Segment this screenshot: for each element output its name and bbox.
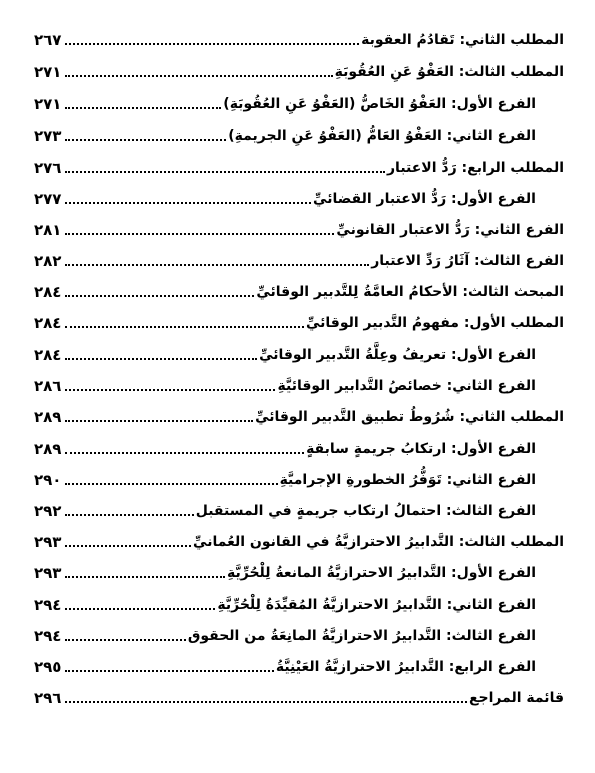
dot-leader: [65, 389, 275, 391]
toc-entry-title: المطلب الرابع: رَدُّ الاعتبار: [387, 160, 564, 176]
toc-entry: [34, 433, 536, 459]
toc-entry-title: الفرع الثاني: خصائصُ التَّدابير الوقائيَّةِ: [277, 378, 536, 394]
dot-leader: [65, 107, 221, 109]
toc-entry-title: الفرع الأول: تعريفُ وعِلَّةُ التَّدبير الوقائيِّ: [259, 347, 536, 363]
toc-entry-title: الفرع الثالث: آثَارُ رَدِّ الاعتبار: [371, 253, 564, 269]
toc-entry: [34, 24, 564, 50]
toc-entry-page: ٢٩٠: [34, 471, 62, 489]
toc-entry-title: المبحث الثالث: الأحكامُ العامَّةُ لِلتَّدبير الوقائيِّ: [256, 284, 564, 300]
toc-entry-page: ٢٧١: [34, 95, 62, 113]
toc-entry: [34, 276, 564, 302]
toc-entry-page: ٢٧٧: [34, 190, 62, 208]
dot-leader: [65, 701, 466, 703]
toc-entry-title: المطلب الأول: مفهومُ التَّدبير الوقائيِّ: [305, 315, 564, 331]
toc-entry: [34, 88, 536, 114]
toc-entry: [34, 245, 564, 271]
toc-entry-title: المطلب الثاني: شُرُوطُ تطبيق التَّدبير الوقائيِّ: [255, 409, 564, 425]
toc-entry-page: ٢٨٦: [34, 377, 62, 395]
toc-entry-page: ٢٧٦: [34, 159, 62, 177]
toc-entry-title: الفرع الثاني: تَوَفُّرُ الخطورةِ الإجراميَّةِ: [279, 472, 536, 488]
toc-entry: [34, 183, 536, 209]
toc-entry-page: ٢٦٧: [34, 31, 62, 49]
dot-leader: [65, 670, 273, 672]
toc-entry-title: قائمة المراجع: [468, 690, 564, 706]
toc-entry-title: الفرع الثالث: التَّدابيرُ الاحترازيَّةُ المانِعَةُ من الحقوق: [187, 628, 536, 644]
toc-entry-title: المطلب الثاني: تَقادُمُ العقوبة: [361, 32, 564, 48]
toc-entry-title: الفرع الأول: العَفْوُ الخَاصُّ (العَفْوُ عَنِ العُقُوبَةِ): [223, 96, 536, 112]
toc-entry: [34, 370, 536, 396]
toc-entry-page: ٢٧٣: [34, 127, 62, 145]
toc-entry: [34, 56, 564, 82]
dot-leader: [65, 452, 304, 454]
toc-entry: [34, 152, 564, 178]
toc-entry-page: ٢٩٦: [34, 689, 62, 707]
dot-leader: [65, 139, 226, 141]
toc-entry-title: الفرع الثاني: رَدُّ الاعتبار القانونيِّ: [336, 222, 564, 238]
dot-leader: [65, 608, 215, 610]
toc-entry: [34, 307, 564, 333]
toc-entry-page: ٢٩٢: [34, 502, 62, 520]
toc-entry-title: الفرع الرابع: التَّدابيرُ الاحترازيَّةُ العَيْنِيَّةُ: [275, 659, 536, 675]
toc-entry-title: الفرع الأول: ارتكابُ جريمةٍ سابقةٍ: [306, 441, 536, 457]
dot-leader: [65, 43, 359, 45]
dot-leader: [65, 514, 193, 516]
dot-leader: [65, 639, 185, 641]
toc-entry-title: الفرع الثاني: العَفْوُ العَامُّ (العَفْوُ عَنِ الجريمةِ): [228, 128, 536, 144]
toc-entry-page: ٢٨٢: [34, 252, 62, 270]
toc-entry-page: ٢٨٩: [34, 408, 62, 426]
toc-entry-page: ٢٨١: [34, 221, 62, 239]
dot-leader: [65, 264, 369, 266]
dot-leader: [65, 295, 254, 297]
dot-leader: [65, 576, 225, 578]
toc-entry: [34, 214, 564, 240]
toc-entry-page: ٢٩٤: [34, 627, 62, 645]
toc-entry-title: الفرع الثاني: التَّدابيرُ الاحترازيَّةُ المُقيِّدَةُ لِلْحُرِّيَّةِ: [217, 597, 536, 613]
toc-entry: [34, 401, 564, 427]
toc-entry-page: ٢٩٤: [34, 596, 62, 614]
toc-entry-page: ٢٨٩: [34, 440, 62, 458]
toc-entry-page: ٢٩٣: [34, 533, 62, 551]
dot-leader: [65, 420, 253, 422]
dot-leader: [65, 233, 334, 235]
toc-entry-page: ٢٩٣: [34, 564, 62, 582]
dot-leader: [65, 171, 385, 173]
toc-entry: [34, 526, 564, 552]
toc-entry-page: ٢٧١: [34, 63, 62, 81]
dot-leader: [65, 202, 311, 204]
toc-entry: [34, 339, 536, 365]
dot-leader: [65, 326, 304, 328]
toc-entry: [34, 589, 536, 615]
toc-entry: [34, 682, 564, 708]
dot-leader: [65, 483, 277, 485]
toc-entry: [34, 557, 536, 583]
toc-entry-title: المطلب الثالث: العَفْوُ عَنِ العُقُوبَةِ: [334, 64, 564, 80]
toc-entry-page: ٢٩٥: [34, 658, 62, 676]
toc-entry: [34, 120, 536, 146]
toc-entry: [34, 464, 536, 490]
toc-entry: [34, 495, 536, 521]
dot-leader: [65, 75, 332, 77]
toc-entry-title: الفرع الأول: رَدُّ الاعتبار القضائيِّ: [313, 191, 536, 207]
toc-entry-title: المطلب الثالث: التَّدابيرُ الاحترازيَّةُ في القانون العُمانيِّ: [193, 534, 564, 550]
toc-entry: [34, 620, 536, 646]
dot-leader: [65, 358, 257, 360]
toc-entry-title: الفرع الثالث: احتمالُ ارتكاب جريمةٍ في المستقبل: [195, 503, 536, 519]
toc-entry: [34, 651, 536, 677]
toc-entry-page: ٢٨٤: [34, 314, 62, 332]
toc-entry-page: ٢٨٤: [34, 346, 62, 364]
dot-leader: [65, 545, 191, 547]
toc-entry-title: الفرع الأول: التَّدابيرُ الاحترازيَّةُ المانعةُ لِلْحُرِّيَّةِ: [227, 565, 536, 581]
toc-entry-page: ٢٨٤: [34, 283, 62, 301]
